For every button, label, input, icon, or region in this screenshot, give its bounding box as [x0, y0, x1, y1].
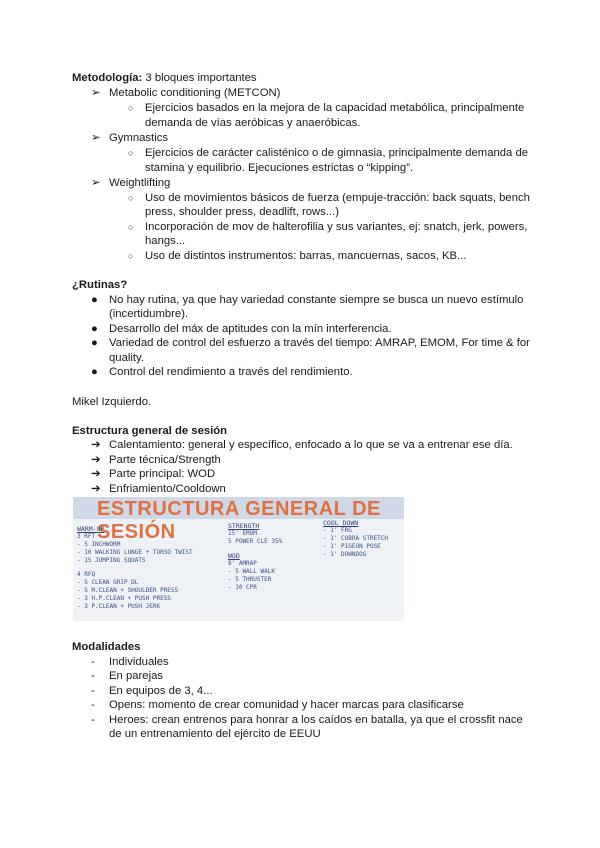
block-item: Uso de distintos instrumentos: barras, mancuernas, sacos, KB... — [145, 250, 467, 262]
dash-bullet: - — [91, 699, 95, 711]
block-title: Weightlifting — [109, 177, 171, 189]
block-item: stamina y equilibrio. Ejecuciones estrictas o “kipping”. — [145, 162, 414, 174]
block-title: Gymnastics — [109, 132, 169, 144]
arrow-bullet-icon: ➢ — [91, 177, 101, 189]
photo-line: 5 POWER CLE 35% — [228, 538, 283, 545]
rutinas-line: Control del rendimiento a través del rendimiento. — [109, 366, 353, 378]
photo-line: - 5 THRUSTER — [228, 576, 272, 583]
dot-bullet-icon: ● — [91, 366, 98, 378]
dash-bullet: - — [91, 714, 95, 726]
dash-bullet: - — [91, 670, 95, 682]
dash-bullet: - — [91, 656, 95, 668]
rutinas-line: Desarrollo del máx de aptitudes con la mín interferencia. — [109, 323, 392, 335]
photo-line: 15' EMOM — [228, 530, 257, 537]
author-name: Mikel Izquierdo. — [72, 396, 152, 408]
dash-bullet: - — [91, 685, 95, 697]
modalidades-item: En equipos de 3, 4... — [109, 685, 213, 697]
cooldown-head: COOL DOWN — [323, 519, 359, 527]
estructura-item: Parte principal: WOD — [109, 468, 216, 480]
circle-bullet-icon: ○ — [128, 251, 134, 261]
photo-line: - 1' COBRA STRETCH — [323, 535, 389, 542]
estructura-item: Calentamiento: general y específico, enfocado a lo que se va a entrenar ese día. — [109, 439, 513, 451]
photo-line: - 1' DOWNDOG — [323, 551, 367, 558]
whiteboard-photo — [73, 497, 404, 621]
arrow-right-icon: ➔ — [91, 439, 101, 451]
rutinas-line: No hay rutina, ya que hay variedad constante siempre se busca un nuevo estímulo — [109, 294, 524, 306]
photo-line: - 5 CLEAN GRIP DL — [77, 579, 139, 586]
arrow-right-icon: ➔ — [91, 454, 101, 466]
circle-bullet-icon: ○ — [128, 193, 134, 203]
photo-line: - 3 H.P.CLEAN + PUSH PRESS — [77, 595, 171, 602]
photo-line: 8' AMRAP — [228, 560, 257, 567]
block-item: demanda de vías aeróbicas y anaeróbicas. — [145, 117, 361, 129]
photo-line: - 5 M.CLEAN + SHOULDER PRESS — [77, 587, 179, 594]
arrow-bullet-icon: ➢ — [91, 87, 101, 99]
photo-line: - 5 WALL WALK — [228, 568, 275, 575]
modalidades-item: de un entrenamiento del ejército de EEUU — [109, 728, 321, 740]
modalidades-item: Opens: momento de crear comunidad y hacer marcas para clasificarse — [109, 699, 464, 711]
block-item: Ejercicios de carácter calisténico o de gimnasia, principalmente demanda de — [145, 147, 529, 159]
circle-bullet-icon: ○ — [128, 103, 134, 113]
rutinas-heading: ¿Rutinas? — [72, 279, 128, 291]
metodologia-heading-rest: 3 bloques importantes — [142, 72, 257, 84]
rutinas-line: quality. — [109, 352, 144, 364]
estructura-item: Parte técnica/Strength — [109, 454, 221, 466]
estructura-heading: Estructura general de sesión — [72, 425, 228, 437]
photo-line: - 1' FRG — [323, 527, 352, 534]
wod-head: WOD — [228, 552, 240, 560]
modalidades-item: Individuales — [109, 656, 169, 668]
metodologia-heading-line — [72, 71, 257, 85]
estructura-item: Enfriamiento/Cooldown — [109, 483, 226, 495]
circle-bullet-icon: ○ — [128, 148, 134, 158]
photo-line: - 3 P.CLEAN + PUSH JERK — [77, 603, 161, 610]
dot-bullet-icon: ● — [91, 323, 98, 335]
photo-line: - 5 INCHWORM — [77, 541, 121, 548]
circle-bullet-icon: ○ — [128, 222, 134, 232]
photo-line: - 15 JUMPING SQUATS — [77, 557, 146, 564]
strength-head: STRENGTH — [228, 522, 260, 530]
modalidades-item: En parejas — [109, 670, 164, 682]
rutinas-line: (incertidumbre). — [109, 308, 189, 320]
arrow-right-icon: ➔ — [91, 483, 101, 495]
block-item: Incorporación de mov de halterofilia y sus variantes, ej: snatch, jerk, powers, — [145, 221, 528, 233]
block-item: Uso de movimientos básicos de fuerza (empuje-tracción: back squats, bench — [145, 192, 530, 204]
dot-bullet-icon: ● — [91, 294, 98, 306]
photo-title: ESTRUCTURA GENERAL DE SESIÓN — [97, 498, 381, 543]
photo-line: - 10 WALKING LUNGE + TORSO TWIST — [77, 549, 193, 556]
metodologia-heading: Metodología: — [72, 72, 143, 84]
block-item: press, shoulder press, deadlift, rows...) — [145, 206, 340, 218]
dot-bullet-icon: ● — [91, 337, 98, 349]
photo-line: - 10 CPR — [228, 584, 257, 591]
modalidades-item: Heroes: crean entrenos para honrar a los caídos en batalla, ya que el crossfit nace — [109, 714, 523, 726]
rutinas-line: Variedad de control del esfuerzo a través del tiempo: AMRAP, EMOM, For time & for — [109, 337, 530, 349]
block-item: hangs... — [145, 235, 186, 247]
photo-line: - 1' PIGEON POSE — [323, 543, 381, 550]
block-item: Ejercicios basados en la mejora de la capacidad metabólica, principalmente — [145, 102, 525, 114]
modalidades-heading: Modalidades — [72, 641, 141, 653]
photo-line: 4 RFQ — [77, 571, 96, 578]
photo-line: 3 RFT — [77, 533, 96, 540]
arrow-right-icon: ➔ — [91, 468, 101, 480]
arrow-bullet-icon: ➢ — [91, 132, 101, 144]
warmup-head: WARM-UP — [77, 525, 105, 533]
block-title: Metabolic conditioning (METCON) — [109, 87, 281, 99]
